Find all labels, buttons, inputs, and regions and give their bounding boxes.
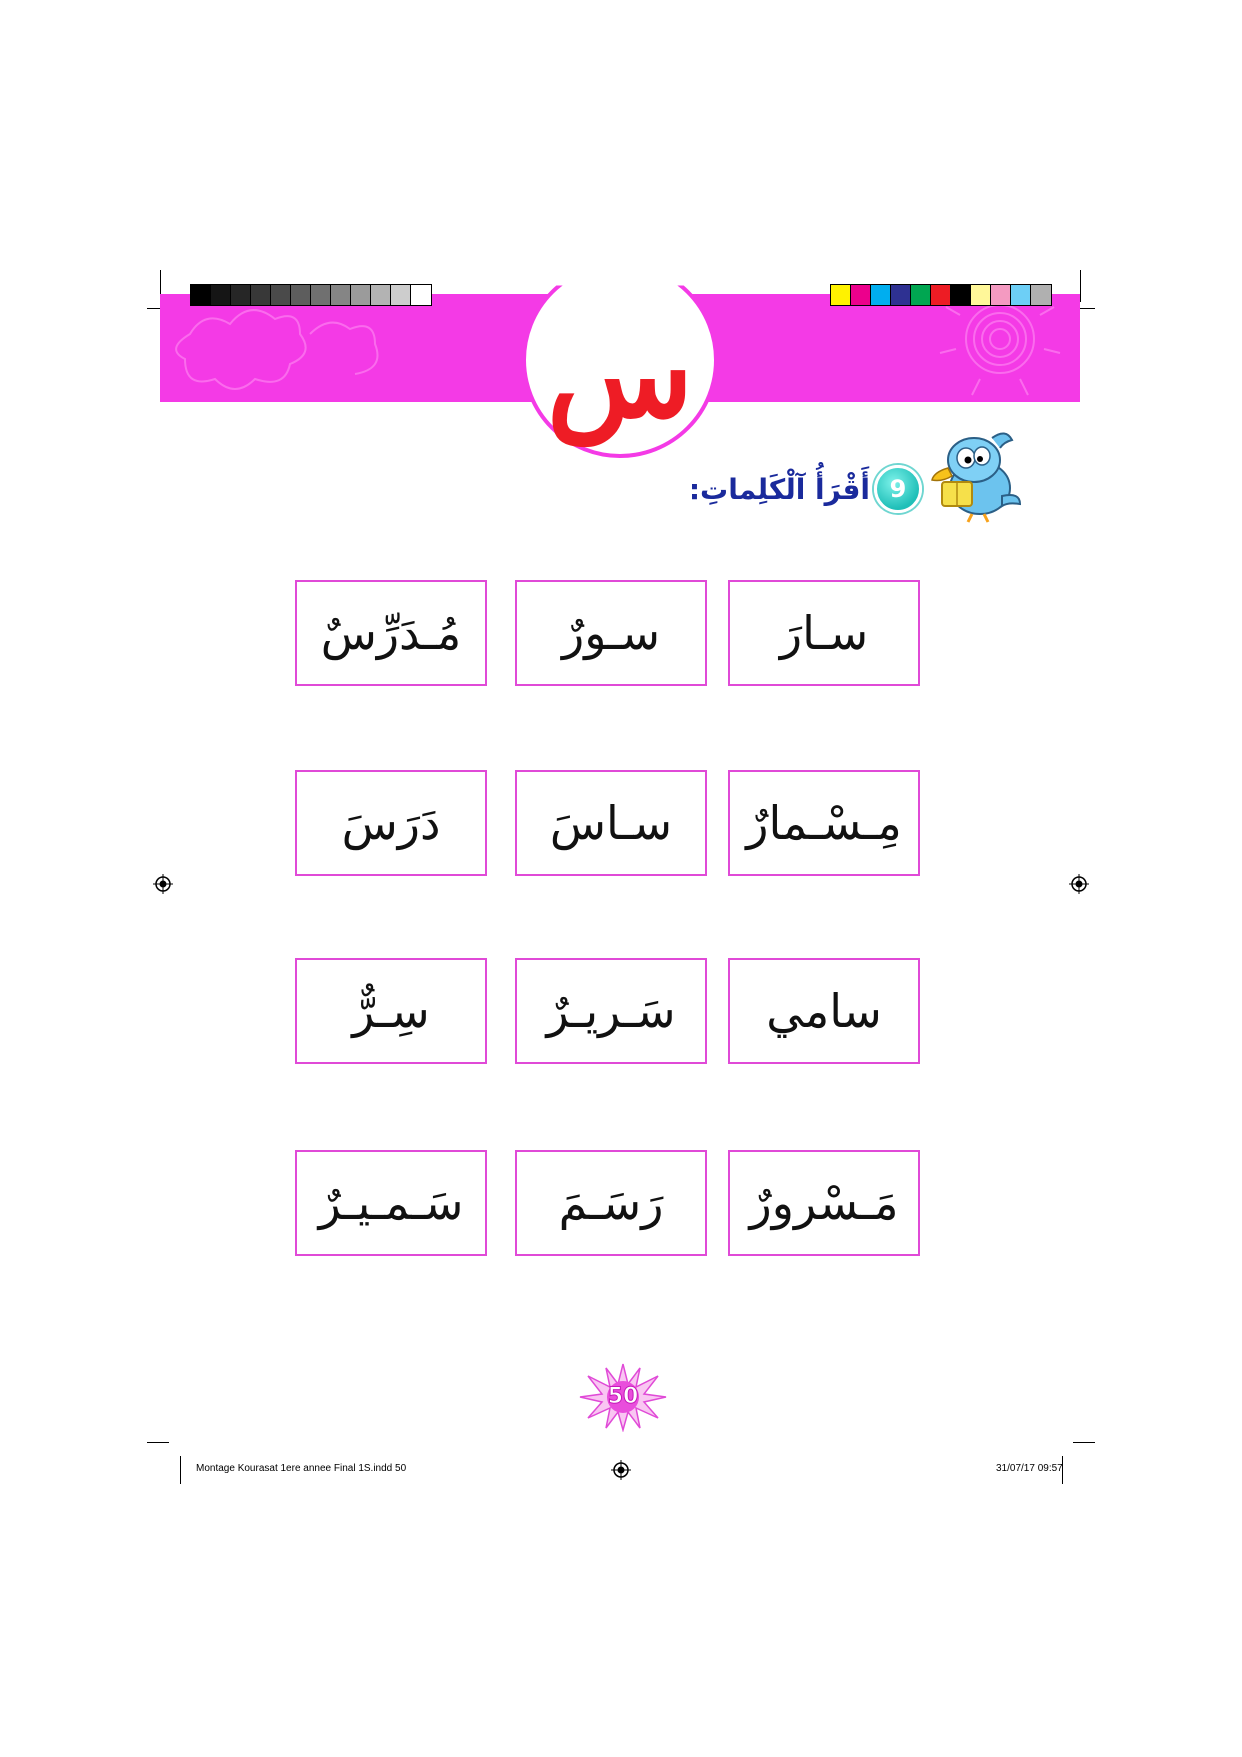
color-swatch <box>971 285 991 305</box>
color-swatch <box>991 285 1011 305</box>
color-swatch <box>251 285 271 305</box>
featured-letter: س <box>546 304 694 445</box>
color-swatch <box>311 285 331 305</box>
registration-target-icon <box>153 874 173 894</box>
word-card: دَرَسَ <box>295 770 487 876</box>
crop-mark <box>180 1456 181 1484</box>
word-card: سِـرٌّ <box>295 958 487 1064</box>
crop-mark <box>147 1442 169 1443</box>
footer-file-info: Montage Kourasat 1ere annee Final 1S.indd 50 <box>196 1463 407 1474</box>
grayscale-bar <box>190 284 432 306</box>
color-swatch <box>191 285 211 305</box>
registration-target-icon <box>611 1460 631 1480</box>
word-card: سَـمـيـرٌ <box>295 1150 487 1256</box>
crop-mark <box>1080 270 1081 302</box>
color-swatch <box>911 285 931 305</box>
color-swatch <box>351 285 371 305</box>
color-swatch <box>271 285 291 305</box>
color-swatch <box>1011 285 1031 305</box>
color-swatch <box>1031 285 1051 305</box>
word-card: سـارَ <box>728 580 920 686</box>
color-swatch <box>371 285 391 305</box>
word-card: سامي <box>728 958 920 1064</box>
color-swatch <box>411 285 431 305</box>
word-card: سـورٌ <box>515 580 707 686</box>
word-card: رَسَـمَ <box>515 1150 707 1256</box>
color-swatch <box>331 285 351 305</box>
page-number: 50 <box>607 1384 639 1409</box>
color-swatch <box>831 285 851 305</box>
word-card: مُـدَرِّسٌ <box>295 580 487 686</box>
step-number-badge: 9 <box>874 465 922 513</box>
color-swatch <box>211 285 231 305</box>
word-card: سَـريـرٌ <box>515 958 707 1064</box>
word-card: مَـسْرورٌ <box>728 1150 920 1256</box>
color-swatch <box>951 285 971 305</box>
reading-bird-icon <box>928 426 1024 526</box>
instruction-text: أَقْرَأُ آلْكَلِماتِ: <box>688 473 870 506</box>
color-swatch <box>851 285 871 305</box>
color-swatch <box>871 285 891 305</box>
footer-date: 31/07/17 09:57 <box>996 1463 1063 1474</box>
color-bar <box>830 284 1052 306</box>
color-swatch <box>291 285 311 305</box>
word-card: سـاسَ <box>515 770 707 876</box>
color-swatch <box>931 285 951 305</box>
color-swatch <box>391 285 411 305</box>
color-swatch <box>231 285 251 305</box>
crop-mark <box>1073 1442 1095 1443</box>
color-swatch <box>891 285 911 305</box>
registration-target-icon <box>1069 874 1089 894</box>
word-card: مِـسْـمارٌ <box>728 770 920 876</box>
